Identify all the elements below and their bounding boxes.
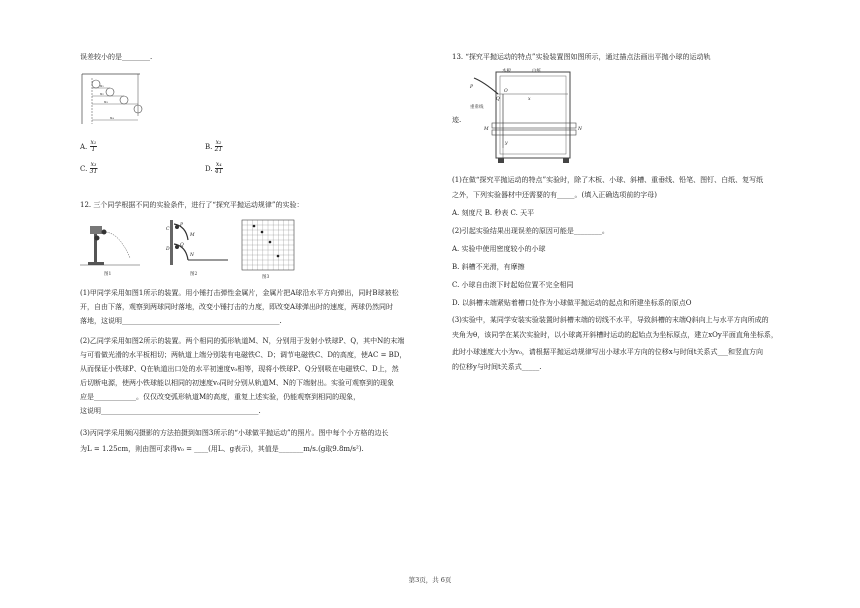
q12-title: 12. 三个同学根据不同的实验条件，进行了“探究平抛运动规律”的实验： bbox=[80, 201, 304, 209]
q12-part2-line1: (2)乙同学采用如图2所示的装置。两个相同的弧形轨道M、N，分别用于发射小铁球P、Q，其中N的末端 bbox=[80, 337, 405, 345]
label-q: Q bbox=[180, 243, 184, 248]
label-x3: x₃ bbox=[104, 99, 108, 104]
q13-figure bbox=[468, 68, 583, 168]
q13-line8[interactable]: D. 以斜槽末端紧贴着槽口处作为小球做平抛运动的起点和所建坐标系的原点O bbox=[452, 299, 692, 307]
label-d: D bbox=[166, 247, 170, 252]
label-m: M bbox=[484, 127, 489, 132]
label-x2: x₂ bbox=[100, 91, 104, 96]
option-b[interactable]: B. $\frac{\text{x₂}}{2T}$ bbox=[205, 139, 223, 154]
label-n: N bbox=[578, 127, 582, 132]
label-paper: 白纸 bbox=[532, 69, 541, 74]
q13-line2: 之外，下列实验器材中还需要的有_____。(填入正确选项前的字母) bbox=[452, 191, 657, 199]
label-plumb: 重垂线 bbox=[470, 105, 484, 110]
figure-1 bbox=[80, 218, 140, 278]
q12-part3-line1: (3)丙同学采用频闪摄影的方法拍摄到如图3所示的“小球做平抛运动”的照片。图中每个小方格的边长 bbox=[80, 429, 389, 437]
q12-part1-line1: (1)甲同学采用如图1所示的装置。用小锤打击弹性金属片，金属片把A球沿水平方向弹出，同时B球被松 bbox=[80, 289, 399, 297]
option-a[interactable]: A. $\frac{\text{x₁}}{T}$ bbox=[80, 139, 97, 154]
q13-line4: (2)引起实验结果出现误差的原因可能是________。 bbox=[452, 227, 609, 235]
caption-fig1: 图1 bbox=[104, 272, 112, 277]
q13-line11: 此时小球速度大小为v₀，请根据平抛运动规律写出小球水平方向的位移x与时间t关系式___和竖直方向 bbox=[452, 348, 764, 356]
q12-part1-line3: 落地，这说明_____________________________________________. bbox=[80, 317, 282, 325]
label-x: x bbox=[528, 97, 531, 102]
label-p: P bbox=[180, 223, 184, 228]
option-d[interactable]: D. $\frac{\text{x₄}}{4T}$ bbox=[205, 161, 223, 176]
q12-part2-line4: 后切断电源，使两小铁球能以相同的初速度v₀同时分别从轨道M、N的下端射出。实验可观察到的现象 bbox=[80, 379, 395, 387]
label-x1: x₁ bbox=[100, 83, 104, 88]
label-p: P bbox=[470, 85, 474, 90]
q13-line9: (3)实验中，某同学安装实验装置时斜槽末端的切线不水平，导致斜槽的末端Q斜向上与水平方向所成的 bbox=[452, 316, 769, 324]
caption-fig2: 图2 bbox=[190, 272, 198, 277]
label-q: Q bbox=[496, 97, 500, 102]
q13-line12: 的位移y与时间t关系式_____. bbox=[452, 363, 542, 371]
q12-part1-line2: 开，自由下落，观察到两球同时落地，改变小锤打击的力度，即改变A球弹出时的速度，两球仍然同时 bbox=[80, 303, 394, 311]
q12-part2-line2: 与可看做光滑的水平板相切；两轨道上端分别装有电磁铁C、D；调节电磁铁C、D的高度，使AC = BD， bbox=[80, 351, 407, 359]
caption-fig3: 图3 bbox=[262, 275, 270, 280]
label-board: 木板 bbox=[502, 69, 511, 74]
q12-part3-line2: 为L = 1.25cm，则由图可求得v₀ = ____(用L、g表示)，其值是_______m/s.(g取9.8m/s²). bbox=[80, 445, 364, 453]
q12-part2-line5: 应是____________。仅仅改变弧形轨道M的高度，重复上述实验，仍能观察到相同的现象， bbox=[80, 393, 361, 401]
figure-3 bbox=[240, 218, 300, 280]
label-n: N bbox=[190, 253, 194, 258]
q12-part2-line3: 从而保证小铁球P、Q在轨道出口处的水平初速度v₀相等，现将小铁球P、Q分别吸在电磁铁C、D上，然 bbox=[80, 365, 399, 373]
q13-line3[interactable]: A. 刻度尺 B. 秒表 C. 天平 bbox=[452, 209, 535, 217]
q11-intro: 误差较小的是________. bbox=[80, 53, 153, 61]
q13-line6[interactable]: B. 斜槽不光滑，有摩擦 bbox=[452, 263, 525, 271]
q13-line1: (1)在做“探究平抛运动的特点”实验时，除了木板、小球、斜槽、重垂线、铅笔、图钉、白纸、复写纸 bbox=[452, 176, 764, 184]
label-o: O bbox=[504, 89, 508, 94]
q12-part2-line6: 这说明_____________________________________________. bbox=[80, 407, 261, 415]
ball-2 bbox=[106, 88, 114, 96]
ball-1 bbox=[92, 80, 100, 88]
page-footer: 第3页，共 6页 bbox=[408, 576, 452, 584]
q11-figure bbox=[80, 70, 175, 125]
label-x4: x₄ bbox=[110, 115, 114, 120]
q13-line10: 夹角为θ，该同学在某次实验时，以小球离开斜槽时运动的起始点为坐标原点，建立xOy平面直角坐标系， bbox=[452, 331, 778, 339]
q13-title-continued: 迹. bbox=[452, 116, 462, 124]
label-m: M bbox=[190, 233, 195, 238]
ball-3 bbox=[120, 96, 128, 104]
q13-line5[interactable]: A. 实验中使用密度较小的小球 bbox=[452, 245, 546, 253]
option-c[interactable]: C. $\frac{\text{x₃}}{3T}$ bbox=[80, 161, 98, 176]
label-c: C bbox=[166, 227, 170, 232]
q13-title: 13. “探究平抛运动的特点”实验装置图如图所示，通过描点法画出平抛小球的运动轨 bbox=[452, 53, 711, 61]
ball-b bbox=[95, 236, 100, 241]
q13-line7[interactable]: C. 小球自由滚下时起始位置不完全相同 bbox=[452, 281, 574, 289]
figure-2 bbox=[160, 218, 230, 278]
ball-a bbox=[102, 230, 107, 235]
label-y: y bbox=[505, 141, 508, 146]
